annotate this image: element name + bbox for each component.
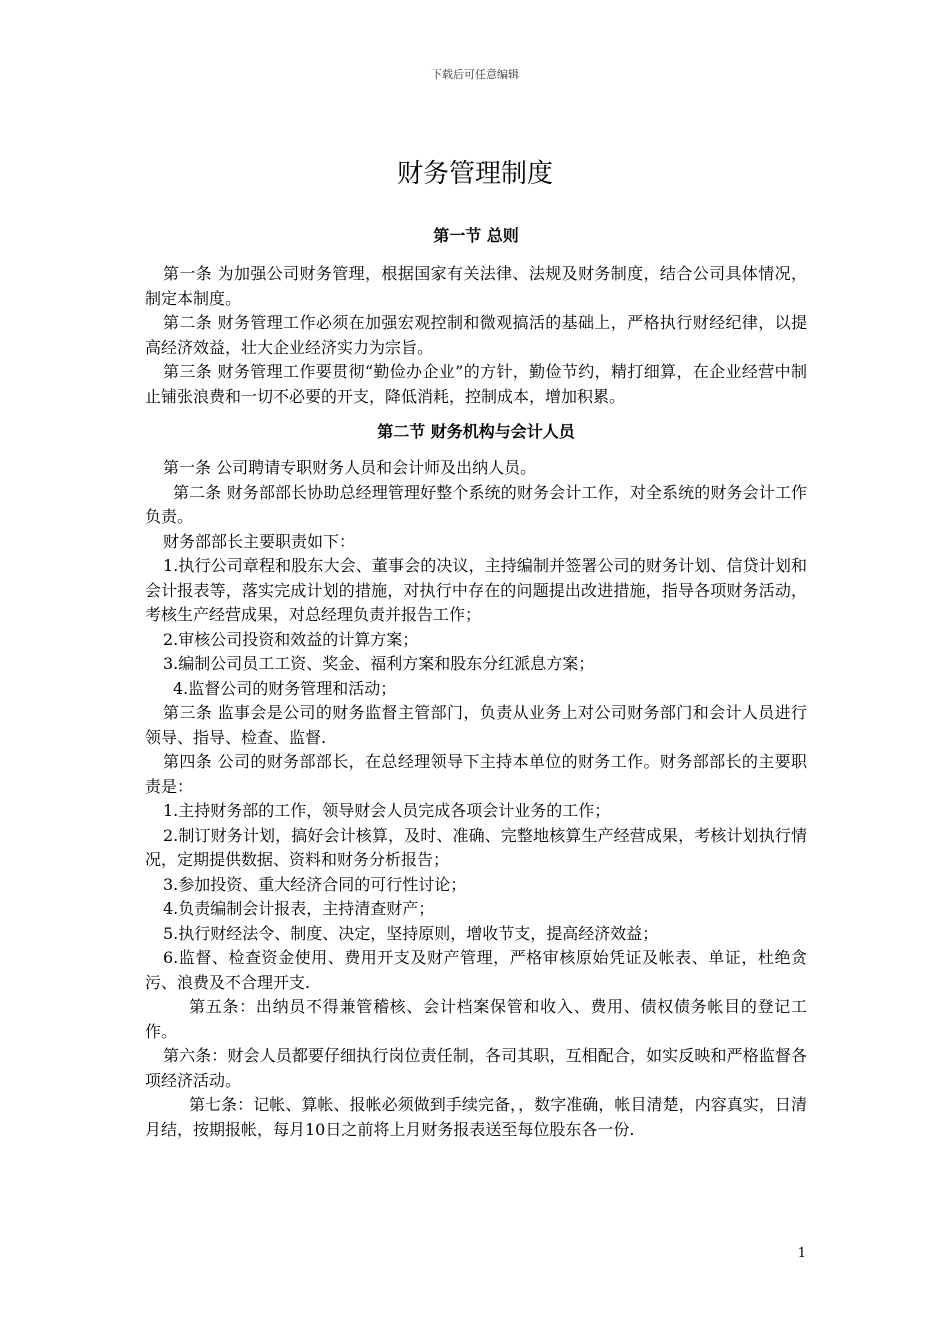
- duty-item: 2.审核公司投资和效益的计算方案；: [163, 629, 419, 649]
- duty-item: 1.主持财务部的工作，领导财会人员完成各项会计业务的工作；: [163, 801, 611, 820]
- page-header-note: 下载后可任意编辑: [431, 68, 519, 81]
- duty-item: 2.制订财务计划，搞好会计核算，及时、准确、完整地核算生产经营成果，考核计划执行情况，定期提供数据、资料和财务分析报告；: [145, 825, 807, 869]
- page-number: 1: [797, 1246, 806, 1261]
- document-title: 财务管理制度: [396, 159, 553, 189]
- duty-item: 4.监督公司的财务管理和活动；: [173, 678, 397, 698]
- duty-item: 5.执行财经法令、制度、决定，坚持原则，增收节支，提高经济效益；: [163, 923, 659, 943]
- article-paragraph: 第二条 财务部部长协助总经理管理好整个系统的财务会计工作，对全系统的财务会计工作负责。: [145, 482, 807, 526]
- article-paragraph: 第四条 公司的财务部部长，在总经理领导下主持本单位的财务工作。财务部部长的主要职责是：: [145, 752, 807, 796]
- article-paragraph: 第六条：财会人员都要仔细执行岗位责任制，各司其职，互相配合，如实反映和严格监督各项经济活动。: [145, 1046, 807, 1090]
- article-paragraph: 第一条 公司聘请专职财务人员和会计师及出纳人员。: [163, 458, 537, 477]
- article-paragraph: 第二条 财务管理工作必须在加强宏观控制和微观搞活的基础上，严格执行财经纪律，以提高经济效益，壮大企业经济实力为宗旨。: [145, 313, 807, 357]
- duty-item: 6.监督、检查资金使用、费用开支及财产管理，严格审核原始凭证及帐表、单证，杜绝贪污、浪费及不合理开支.: [145, 948, 807, 992]
- article-paragraph: 第五条：出纳员不得兼管稽核、会计档案保管和收入、费用、债权债务帐目的登记工作。: [145, 997, 807, 1041]
- duties-intro: 财务部部长主要职责如下：: [163, 531, 356, 551]
- section-heading-organization: 第二节 财务机构与会计人员: [377, 422, 575, 441]
- duty-item: 1.执行公司章程和股东大会、董事会的决议，主持编制并签署公司的财务计划、信贷计划和会计报表等，落实完成计划的措施，对执行中存在的问题提出改进措施，指导各项财务活动，考核生产经营成果，对总经理负责并报告工作；: [145, 556, 807, 624]
- duty-item: 3.编制公司员工工资、奖金、福利方案和股东分红派息方案；: [163, 654, 595, 673]
- section-heading-general: 第一节 总则: [433, 226, 519, 245]
- duty-item: 4.负责编制会计报表，主持清查财产；: [163, 899, 435, 918]
- article-paragraph: 第三条 财务管理工作要贯彻“勤俭办企业”的方针，勤俭节约，精打细算，在企业经营中制止铺张浪费和一切不必要的开支，降低消耗，控制成本，增加积累。: [145, 362, 807, 406]
- article-paragraph: 第七条：记帐、算帐、报帐必须做到手续完备，，数字准确，帐目清楚，内容真实，日清月结，按期报帐，每月10日之前将上月财务报表送至每位股东各一份.: [145, 1095, 807, 1139]
- article-paragraph: 第一条 为加强公司财务管理，根据国家有关法律、法规及财务制度，结合公司具体情况，制定本制度。: [145, 264, 807, 308]
- article-paragraph: 第三条 监事会是公司的财务监督主管部门，负责从业务上对公司财务部门和会计人员进行领导、指导、检查、监督.: [145, 703, 807, 747]
- document-body: [145, 224, 807, 1142]
- duty-item: 3.参加投资、重大经济合同的可行性讨论；: [163, 874, 467, 894]
